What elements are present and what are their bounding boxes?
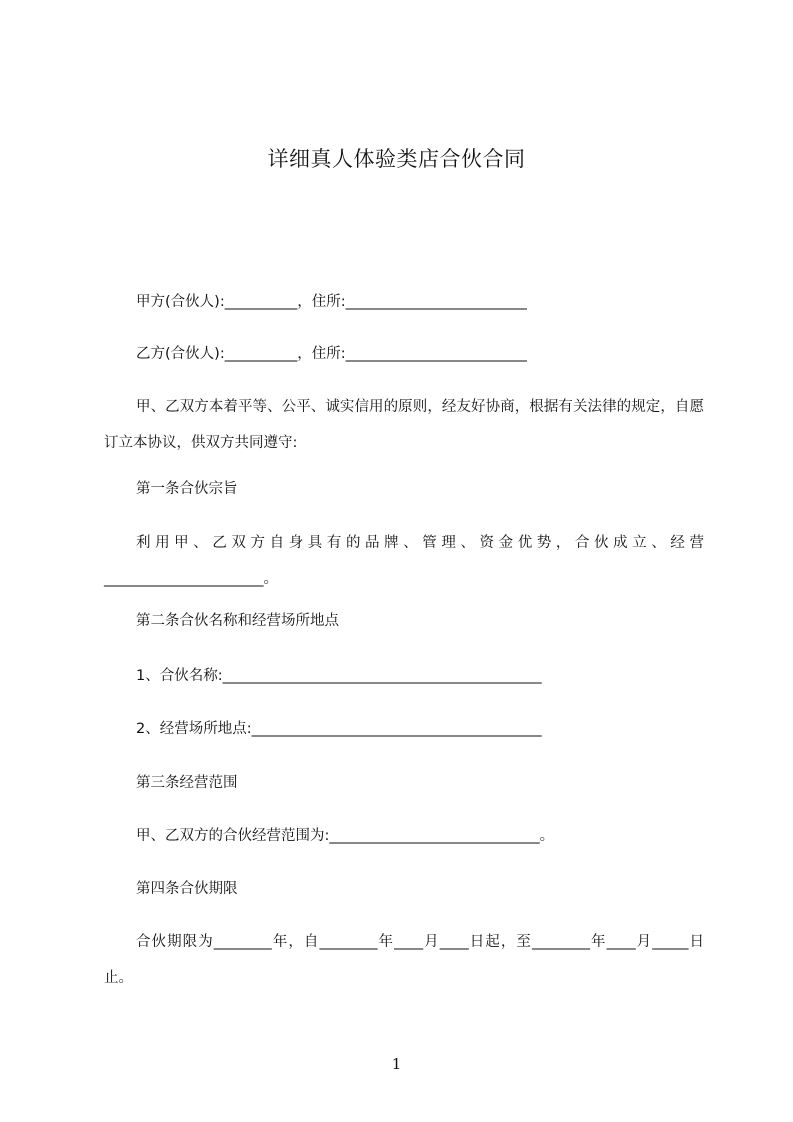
party-b-line: 乙方(合伙人):__________，住所:_________________________ (136, 346, 527, 362)
article1-body: 利用甲、乙双方自身具有的品牌、管理、资金优势，合伙成立、经营______________________。 (104, 535, 704, 587)
article3-body: 甲、乙双方的合伙经营范围为:_____________________________。 (136, 828, 555, 844)
article3-title: 第三条经营范围 (136, 775, 238, 791)
article2-title: 第二条合伙名称和经营场所地点 (136, 613, 339, 629)
article2-item2: 2、经营场所地点:________________________________________ (136, 721, 542, 737)
preamble-paragraph: 甲、乙双方本着平等、公平、诚实信用的原则，经友好协商，根据有关法律的规定，自愿订立本协议，供双方共同遵守: (104, 399, 704, 451)
article2-item1: 1、合伙名称:____________________________________________ (136, 668, 542, 684)
article4-body: 合伙期限为________年，自________年____月____日起，至________年____月_____日止。 (104, 934, 704, 986)
page-number: 1 (391, 1055, 402, 1073)
document-title: 详细真人体验类店合伙合同 (267, 147, 526, 171)
article4-title: 第四条合伙期限 (136, 881, 238, 897)
party-a-line: 甲方(合伙人):__________，住所:_________________________ (136, 294, 527, 310)
article1-title: 第一条合伙宗旨 (136, 481, 238, 497)
